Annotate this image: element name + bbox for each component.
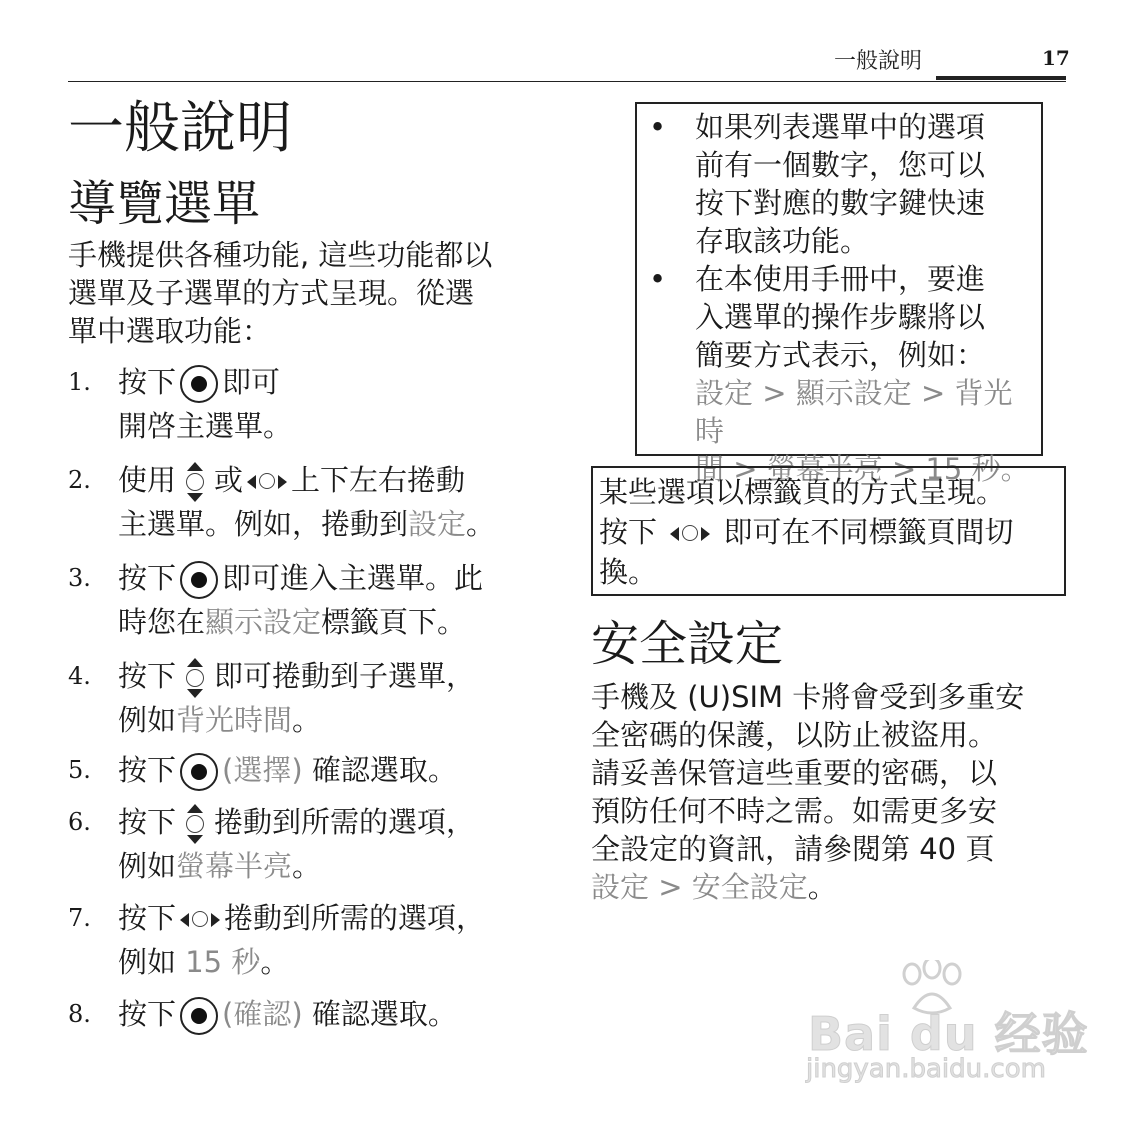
- step-text: 。: [292, 703, 322, 737]
- nav-step: [68, 748, 538, 792]
- step-line: [118, 654, 538, 698]
- step-text: 開啓主選單。: [118, 409, 293, 443]
- watermark-url: jingyan.baidu.com: [806, 1054, 1046, 1084]
- nav-intro-line: 單中選取功能：: [68, 314, 272, 348]
- step-text: 主選單。例如，捲動到: [118, 507, 409, 541]
- step-text: 即可進入主選單。此: [222, 561, 484, 595]
- watermark: [800, 960, 1089, 1090]
- tip-line: 按下對應的數字鍵快速: [695, 186, 986, 220]
- step-line: [118, 844, 538, 888]
- step-text: 。: [292, 849, 322, 883]
- tab-note-text: 按下: [599, 515, 658, 549]
- menu-path-text: 螢幕半亮: [176, 849, 293, 883]
- page-number: 17: [1042, 46, 1070, 70]
- step-text: 例如: [118, 849, 177, 883]
- tab-note-line: [599, 512, 1058, 552]
- step-text: 。: [260, 945, 290, 979]
- tab-note-box: [591, 466, 1066, 596]
- security-line: 請妥善保管這些重要的密碼，以: [591, 756, 998, 790]
- step-line: [118, 404, 538, 448]
- step-text: 或: [214, 463, 244, 497]
- tip-path-line: 設定 > 顯示設定 > 背光時: [695, 376, 1013, 448]
- step-text: 捲動到所需的選項，: [224, 901, 486, 935]
- nav-step: [68, 556, 538, 644]
- nav-step: [68, 654, 538, 742]
- step-text: 例如: [118, 703, 177, 737]
- menu-path-text: 設定: [408, 507, 467, 541]
- bullet: •: [649, 262, 667, 296]
- up-down-key-icon: [180, 804, 210, 844]
- step-number: 1.: [68, 368, 91, 396]
- tip-line: 前有一個數字，您可以: [695, 148, 986, 182]
- step-text: 按下: [118, 561, 177, 595]
- step-line: [118, 940, 538, 984]
- left-right-key-icon: [247, 467, 287, 497]
- step-line: [118, 992, 538, 1036]
- header-rule-accent: [936, 76, 1066, 80]
- security-line: 手機及 (U)SIM 卡將會受到多重安: [591, 680, 1025, 714]
- nav-step: [68, 896, 538, 984]
- up-down-key-icon: [180, 462, 210, 502]
- step-text: 按下: [118, 805, 177, 839]
- step-number: 6.: [68, 808, 91, 836]
- step-line: [118, 556, 538, 600]
- security-path: 設定 > 安全設定: [591, 870, 808, 904]
- step-text: 按下: [118, 365, 177, 399]
- step-number: 5.: [68, 756, 91, 784]
- main-title: 一般說明: [68, 96, 292, 161]
- tip-line: 存取該功能。: [695, 224, 870, 258]
- nav-intro-line: 手機提供各種功能, 這些功能都以: [68, 238, 493, 272]
- header-rule: [68, 81, 1066, 82]
- nav-section-title: 導覽選單: [68, 176, 261, 232]
- step-text: 標籤頁下。: [321, 605, 467, 639]
- menu-path-text: 顯示設定: [205, 605, 322, 639]
- up-down-key-icon: [180, 658, 210, 698]
- nav-step: [68, 458, 538, 546]
- tab-note-line: 某些選項以標籤頁的方式呈現。: [599, 475, 1006, 509]
- watermark-brand: Bai du 经验: [808, 1007, 1089, 1061]
- step-text: 。: [466, 507, 496, 541]
- tip-path-line: 間 > 螢幕半亮 > 15 秒。: [695, 452, 1030, 486]
- security-line: 全設定的資訊，請參閱第 40 頁: [591, 832, 995, 866]
- step-number: 7.: [68, 904, 91, 932]
- center-key-icon: [180, 561, 218, 599]
- step-line: [118, 600, 538, 644]
- step-text: 確認選取。: [302, 753, 457, 787]
- step-line: [118, 896, 538, 940]
- security-line: 全密碼的保護，以防止被盜用。: [591, 718, 998, 752]
- tip-box: [635, 102, 1043, 486]
- center-key-icon: [180, 753, 218, 791]
- nav-step: [68, 992, 538, 1036]
- tip-line: 如果列表選單中的選項: [695, 110, 986, 144]
- step-text: 按下: [118, 901, 177, 935]
- step-text: 即可: [222, 365, 281, 399]
- nav-step: [68, 360, 538, 448]
- step-line: [118, 458, 538, 502]
- center-key-icon: [180, 365, 218, 403]
- left-right-key-icon: [180, 905, 220, 935]
- tip-item: [641, 108, 1037, 260]
- nav-intro-line: 選單及子選單的方式呈現。從選: [68, 276, 475, 310]
- bullet: •: [649, 110, 667, 144]
- nav-intro: [68, 236, 548, 350]
- step-text: 上下左右捲動: [291, 463, 466, 497]
- left-right-key-icon: [670, 519, 710, 549]
- step-text: 使用: [118, 463, 177, 497]
- tip-line: 簡要方式表示，例如：: [695, 338, 986, 372]
- header-title: 一般說明: [834, 49, 923, 74]
- security-text: [591, 678, 1071, 906]
- step-number: 2.: [68, 466, 91, 494]
- step-line: [118, 360, 538, 404]
- menu-path-text: 背光時間: [176, 703, 293, 737]
- nav-step: [68, 800, 538, 888]
- tip-line: 在本使用手冊中，要進: [695, 262, 986, 296]
- tip-item: [641, 260, 1037, 488]
- center-key-icon: [180, 997, 218, 1035]
- tab-note-line: 換。: [599, 555, 658, 589]
- menu-path-text: (選擇): [222, 753, 303, 787]
- step-number: 8.: [68, 1000, 91, 1028]
- security-line: 預防任何不時之需。如需更多安: [591, 794, 998, 828]
- menu-path-text: (確認): [222, 997, 303, 1031]
- security-path-end: 。: [807, 870, 837, 904]
- step-text: 例如: [118, 945, 186, 979]
- step-text: 時您在: [118, 605, 206, 639]
- step-line: [118, 800, 538, 844]
- step-text: 即可捲動到子選單，: [214, 659, 476, 693]
- step-line: [118, 502, 538, 546]
- step-text: 捲動到所需的選項，: [214, 805, 476, 839]
- step-line: [118, 748, 538, 792]
- security-section-title: 安全設定: [591, 616, 784, 672]
- step-text: 按下: [118, 659, 177, 693]
- tip-line: 入選單的操作步驟將以: [695, 300, 986, 334]
- tab-note-text: 即可在不同標籤頁間切: [723, 515, 1014, 549]
- step-text: 按下: [118, 753, 177, 787]
- step-number: 3.: [68, 564, 91, 592]
- menu-path-text: 15 秒: [185, 945, 261, 979]
- step-number: 4.: [68, 662, 91, 690]
- step-text: 按下: [118, 997, 177, 1031]
- security-path-line: [591, 868, 1071, 906]
- step-line: [118, 698, 538, 742]
- nav-steps-list: [68, 360, 538, 1036]
- step-text: 確認選取。: [302, 997, 457, 1031]
